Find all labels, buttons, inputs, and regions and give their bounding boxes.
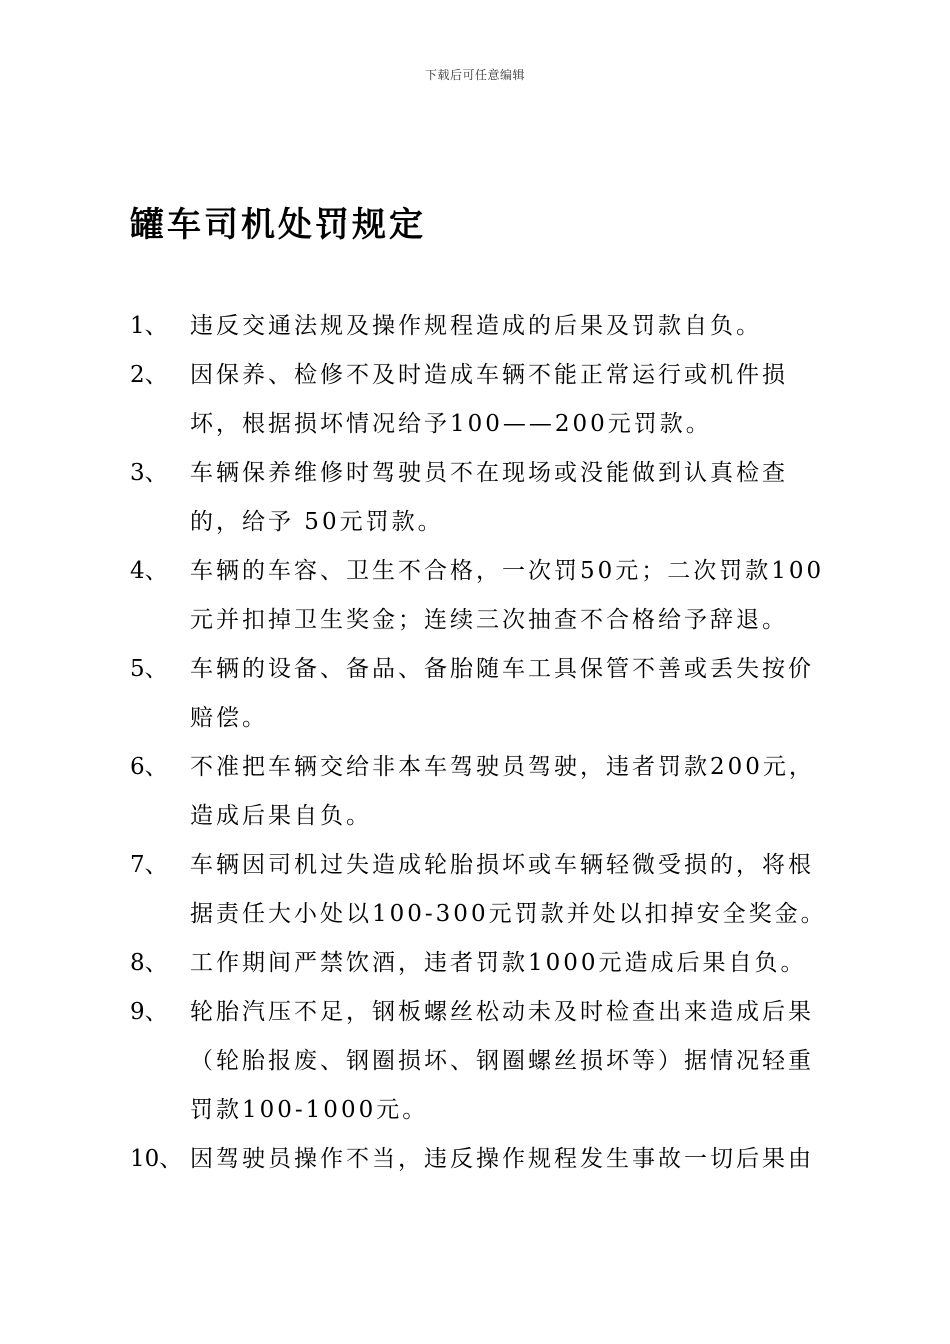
rule-item: [130, 547, 830, 645]
rule-number: 6、: [130, 754, 168, 780]
rule-text: 车辆保养维修时驾驶员不在现场或没能做到认真检查的，给予 50元罚款。: [190, 460, 788, 535]
rule-item: [130, 351, 830, 449]
rule-number: 8、: [130, 950, 168, 976]
rule-number: 1、: [130, 313, 168, 339]
rules-list: [130, 302, 830, 1184]
rule-item: [130, 449, 830, 547]
rule-item: [130, 1135, 830, 1184]
header-note: 下载后可任意编辑: [424, 68, 525, 82]
rule-item: [130, 302, 830, 351]
rule-text: 轮胎汽压不足，钢板螺丝松动未及时检查出来造成后果（轮胎报废、钢圈损坏、钢圈螺丝损坏等）据情况轻重罚款100-1000元。: [190, 999, 814, 1123]
rule-item: [130, 743, 830, 841]
rule-number: 9、: [130, 999, 168, 1025]
rule-number: 10、: [130, 1146, 183, 1172]
rule-text: 因驾驶员操作不当，违反操作规程发生事故一切后果由: [190, 1146, 814, 1172]
rule-item: [130, 841, 830, 939]
rule-text: 车辆的设备、备品、备胎随车工具保管不善或丢失按价赔偿。: [190, 656, 814, 731]
rule-text: 工作期间严禁饮酒，违者罚款1000元造成后果自负。: [190, 950, 807, 976]
rule-item: [130, 939, 830, 988]
rule-item: [130, 988, 830, 1135]
rule-text: 违反交通法规及操作规程造成的后果及罚款自负。: [190, 313, 762, 339]
rule-number: 3、: [130, 460, 168, 486]
rule-number: 7、: [130, 852, 168, 878]
rule-item: [130, 645, 830, 743]
document-title: 罐车司机处罚规定: [130, 205, 426, 245]
rule-text: 车辆因司机过失造成轮胎损坏或车辆轻微受损的，将根据责任大小处以100-300元罚款并处以扣掉安全奖金。: [190, 852, 827, 927]
rule-number: 4、: [130, 558, 168, 584]
rule-number: 2、: [130, 362, 168, 388]
rule-text: 不准把车辆交给非本车驾驶员驾驶，违者罚款200元，造成后果自负。: [190, 754, 815, 829]
rule-number: 5、: [130, 656, 168, 682]
rule-text: 因保养、检修不及时造成车辆不能正常运行或机件损坏，根据损坏情况给予100——200元罚款。: [190, 362, 788, 437]
rule-text: 车辆的车容、卫生不合格，一次罚50元；二次罚款100元并扣掉卫生奖金；连续三次抽查不合格给予辞退。: [190, 558, 825, 633]
